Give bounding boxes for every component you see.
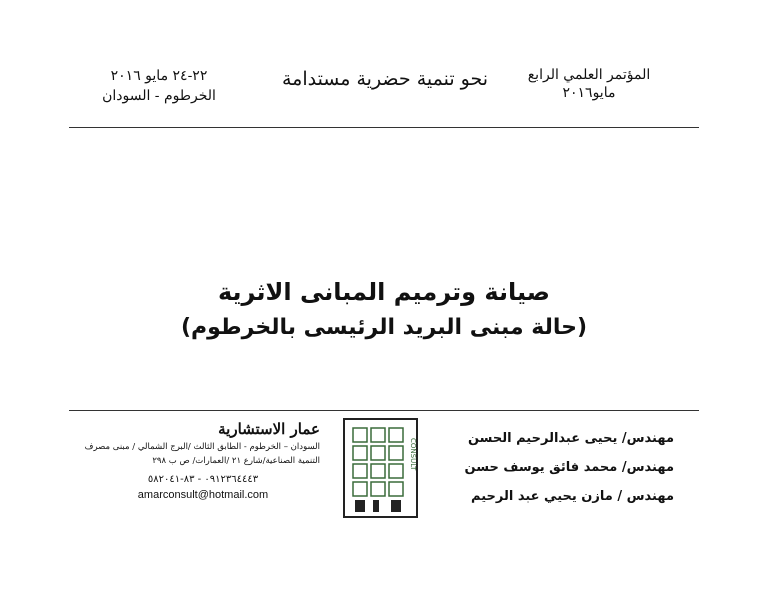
author-list — [414, 424, 674, 511]
firm-logo — [343, 418, 418, 518]
conference-name: المؤتمر العلمي الرابع — [527, 67, 651, 83]
conference-date: مايو٢٠١٦ — [562, 85, 616, 101]
firm-email[interactable]: amarconsult@hotmail.com — [137, 489, 269, 501]
paper-subtitle: (حالة مبنى البريد الرئيسى بالخرطوم) — [180, 315, 588, 340]
author-name: مهندس / مازن يحيي عبد الرحيم — [471, 489, 674, 504]
event-dates: ٢٢-٢٤ مايو ٢٠١٦ — [110, 68, 208, 84]
top-divider — [69, 127, 699, 128]
firm-name: عمار الاستشارية — [218, 420, 320, 438]
bottom-divider — [69, 410, 699, 411]
logo-text: CONSULT — [409, 438, 417, 471]
firm-address-line2: التنمية الصناعية/شارع ٢١ /العمارات/ ص ب ٢٩٨ — [152, 456, 320, 466]
conference-theme: نحو تنمية حضرية مستدامة — [281, 68, 489, 90]
event-location: الخرطوم - السودان — [102, 88, 216, 104]
firm-address-line1: السودان – الخرطوم - الطابق الثالث /البرج الشمالي / مبنى مصرف — [84, 442, 320, 452]
paper-title: صيانة وترميم المبانى الاثرية — [217, 278, 550, 306]
author-name: مهندس/ محمد فائق يوسف حسن — [464, 460, 674, 475]
event-info — [84, 66, 234, 106]
firm-phone: ٠٩١٢٣٦٤٤٤٣ - ٨٣-٥٨٢٠٤١ — [147, 474, 259, 485]
firm-block — [86, 418, 320, 502]
author-name: مهندس/ يحيى عبدالرحيم الحسن — [467, 431, 674, 446]
